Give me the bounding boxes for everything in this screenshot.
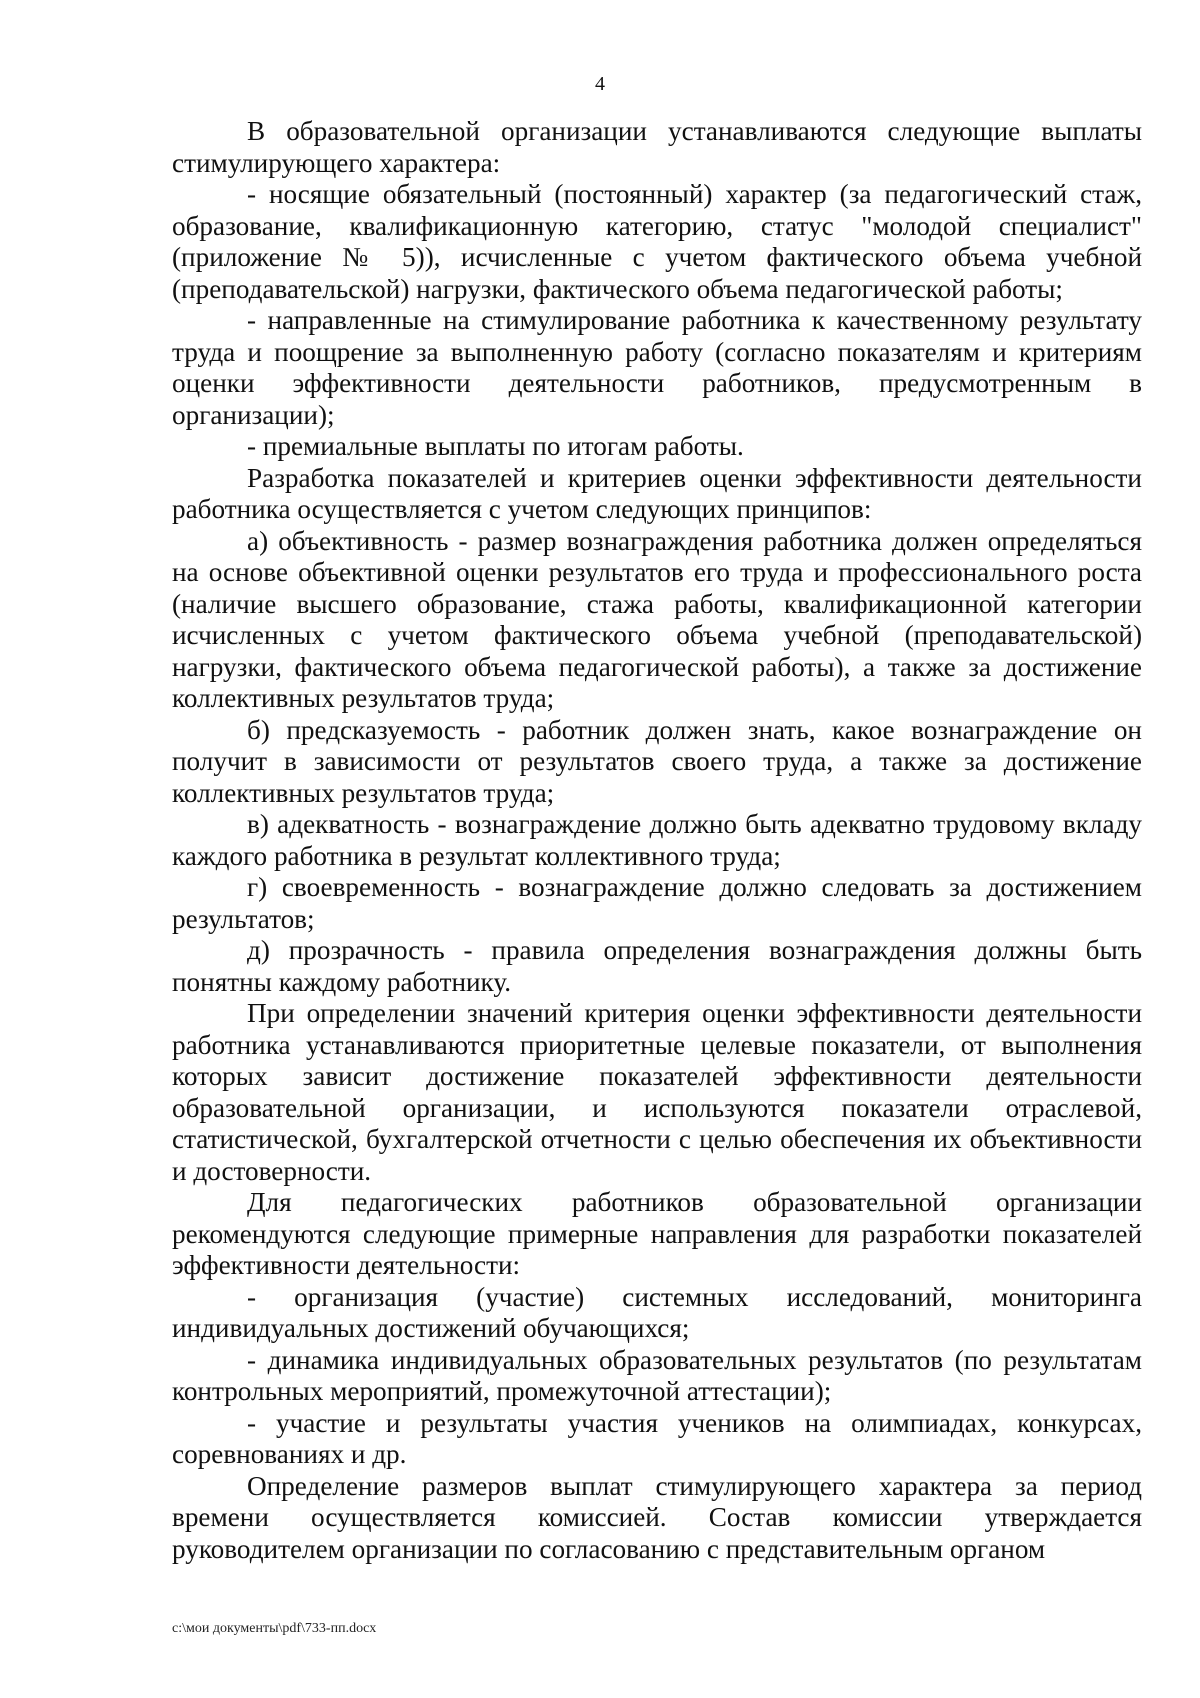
- paragraph-principles-intro: Разработка показателей и критериев оценки эффективности деятельности работника осуществляется с учетом следующих принципов:: [172, 462, 1142, 524]
- list-item-results-dynamics: - динамика индивидуальных образовательных результатов (по результатам контрольных мероприятий, промежуточной аттестации);: [172, 1344, 1142, 1406]
- principle-predictability: б) предсказуемость - работник должен знать, какое вознаграждение он получит в зависимости от результатов своего труда, а также за достижение коллективных результатов труда;: [172, 714, 1142, 808]
- footer-file-path: c:\мои документы\pdf\733-пп.docx: [172, 1621, 377, 1636]
- paragraph-intro: В образовательной организации устанавливаются следующие выплаты стимулирующего характера:: [172, 116, 1142, 178]
- paragraph-commission: Определение размеров выплат стимулирующего характера за период времени осуществляется комиссией. Состав комиссии утверждается руководителем организации по согласованию с представительным органом: [172, 1470, 1142, 1564]
- paragraph-target-indicators: При определении значений критерия оценки эффективности деятельности работника устанавливаются приоритетные целевые показатели, от выполнения которых зависит достижение показателей эффективности деятельности образовательной организации, и используются показатели отраслевой, статистической, бухгалтерской отчетности с целью обеспечения их объективности и достоверности.: [172, 998, 1142, 1186]
- page-number: 4: [595, 73, 605, 95]
- list-item-bonus-payments: - премиальные выплаты по итогам работы.: [247, 431, 744, 461]
- principle-transparency: д) прозрачность - правила определения вознаграждения должны быть понятны каждому работнику.: [172, 935, 1142, 997]
- principle-timeliness: г) своевременность - вознаграждение должно следовать за достижением результатов;: [172, 872, 1142, 934]
- document-body: [172, 116, 1142, 1565]
- paragraph-teacher-directions: Для педагогических работников образовательной организации рекомендуются следующие примерные направления для разработки показателей эффективности деятельности:: [172, 1187, 1142, 1280]
- principle-objectivity: а) объективность - размер вознаграждения работника должен определяться на основе объективной оценки результатов его труда и профессионального роста (наличие высшего образование, стажа работы, квалификационной категории исчисленных с учетом фактического объема учебной (преподавательской) нагрузки, фактического объема педагогической работы), а также за достижение коллективных результатов труда;: [172, 525, 1142, 713]
- list-item-mandatory-payments: - носящие обязательный (постоянный) характер (за педагогический стаж, образование, квалификационную категорию, статус "молодой специалист" (приложение № 5)), исчисленные с учетом фактического объема учебной (преподавательской) нагрузки, фактического объема педагогической работы;: [172, 179, 1142, 304]
- list-item-research-monitoring: - организация (участие) системных исследований, мониторинга индивидуальных достижений обучающихся;: [172, 1281, 1142, 1343]
- principle-adequacy: в) адекватность - вознаграждение должно быть адекватно трудовому вкладу каждого работника в результат коллективного труда;: [172, 809, 1142, 871]
- list-item-olympiads: - участие и результаты участия учеников на олимпиадах, конкурсах, соревнованиях и др.: [172, 1407, 1142, 1469]
- list-item-incentive-payments: - направленные на стимулирование работника к качественному результату труда и поощрение за выполненную работу (согласно показателям и критериям оценки эффективности деятельности работников, предусмотренным в организации);: [172, 305, 1142, 430]
